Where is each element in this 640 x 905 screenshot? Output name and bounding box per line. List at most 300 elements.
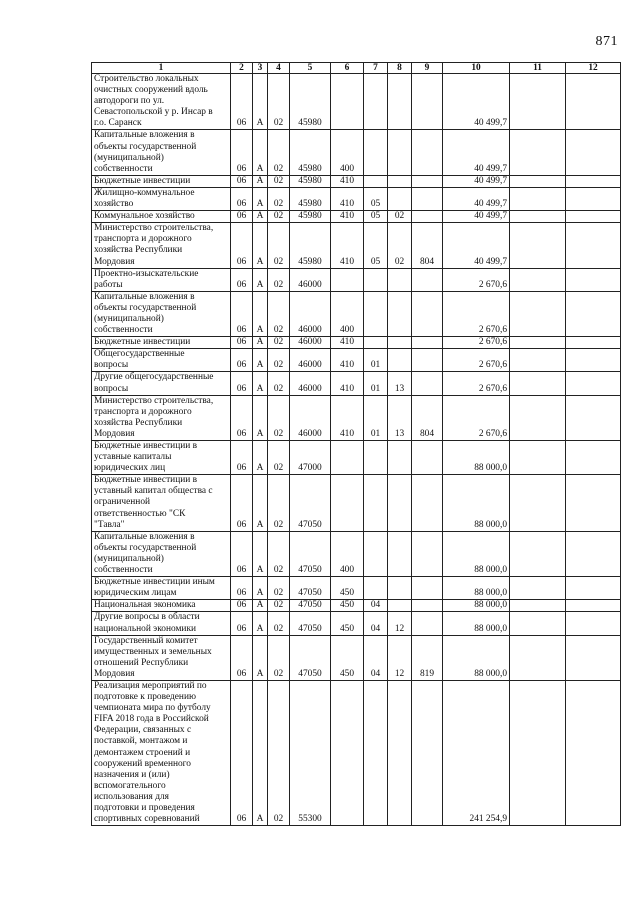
description-line: поставкой, монтажом и [94, 736, 188, 747]
row-description [92, 175, 231, 187]
ministry-code-cell: 06 [231, 175, 253, 187]
subprogram-code-cell: 02 [268, 268, 290, 291]
department-code-cell [412, 680, 443, 825]
empty-cell-col-12 [566, 600, 621, 612]
description-line: г.о. Саранск [94, 118, 142, 129]
amount-cell: 2 670,6 [443, 395, 510, 440]
target-article-cell: 47050 [290, 577, 331, 600]
description-line: Министерство строительства, [94, 395, 214, 406]
program-code-cell: А [253, 291, 268, 336]
table-row [92, 577, 621, 600]
ministry-code-cell: 06 [231, 577, 253, 600]
target-article-cell: 45980 [290, 187, 331, 210]
empty-cell-col-11 [510, 291, 566, 336]
amount-cell: 40 499,7 [443, 175, 510, 187]
department-code-cell [412, 349, 443, 372]
subsection-cell: 02 [388, 223, 412, 268]
description-line: спортивных соревнований [94, 814, 200, 825]
expense-type-cell: 400 [331, 291, 364, 336]
ministry-code-cell: 06 [231, 600, 253, 612]
empty-cell-col-11 [510, 680, 566, 825]
subsection-cell [388, 441, 412, 475]
ministry-code-cell: 06 [231, 441, 253, 475]
description-line: Мордовия [94, 668, 135, 679]
empty-cell-col-11 [510, 130, 566, 175]
target-article-cell: 55300 [290, 680, 331, 825]
empty-cell-col-12 [566, 531, 621, 576]
row-description [92, 337, 231, 349]
section-cell [364, 441, 388, 475]
empty-cell-col-11 [510, 635, 566, 680]
target-article-cell: 47050 [290, 475, 331, 531]
program-code-cell: А [253, 187, 268, 210]
table-row [92, 600, 621, 612]
target-article-cell: 45980 [290, 223, 331, 268]
department-code-cell: 804 [412, 223, 443, 268]
empty-cell-col-12 [566, 612, 621, 635]
table-body [92, 74, 621, 826]
empty-cell-col-11 [510, 349, 566, 372]
empty-cell-col-12 [566, 130, 621, 175]
row-description [92, 130, 231, 175]
description-line: работы [94, 279, 123, 290]
expense-type-cell [331, 680, 364, 825]
section-cell [364, 74, 388, 130]
column-header-1: 1 [92, 63, 231, 74]
ministry-code-cell: 06 [231, 187, 253, 210]
program-code-cell: А [253, 395, 268, 440]
section-cell: 01 [364, 349, 388, 372]
amount-cell: 88 000,0 [443, 612, 510, 635]
table-row [92, 223, 621, 268]
row-description [92, 441, 231, 475]
column-header-10: 10 [443, 63, 510, 74]
description-line: национальной экономики [94, 623, 197, 634]
ministry-code-cell: 06 [231, 291, 253, 336]
description-line: Бюджетные инвестиции в [94, 441, 198, 451]
description-line: объекты государственной [94, 302, 197, 313]
description-line: юридических лиц [94, 463, 166, 474]
description-line: Строительство локальных [94, 74, 199, 84]
description-line: Реализация мероприятий по [94, 680, 207, 691]
description-line: объекты государственной [94, 141, 197, 152]
subsection-cell [388, 74, 412, 130]
department-code-cell [412, 612, 443, 635]
table-row [92, 349, 621, 372]
empty-cell-col-11 [510, 612, 566, 635]
description-line: Севастопольской у р. Инсар в [94, 107, 213, 118]
subsection-cell [388, 175, 412, 187]
subprogram-code-cell: 02 [268, 349, 290, 372]
empty-cell-col-11 [510, 395, 566, 440]
subsection-cell [388, 268, 412, 291]
ministry-code-cell: 06 [231, 74, 253, 130]
amount-cell: 2 670,6 [443, 291, 510, 336]
ministry-code-cell: 06 [231, 372, 253, 395]
table-row [92, 531, 621, 576]
section-cell: 05 [364, 211, 388, 223]
department-code-cell: 819 [412, 635, 443, 680]
ministry-code-cell: 06 [231, 211, 253, 223]
empty-cell-col-12 [566, 395, 621, 440]
program-code-cell: А [253, 635, 268, 680]
department-code-cell [412, 337, 443, 349]
column-header-7: 7 [364, 63, 388, 74]
amount-cell: 2 670,6 [443, 372, 510, 395]
description-line: хозяйства Республики [94, 417, 183, 428]
row-description [92, 612, 231, 635]
subprogram-code-cell: 02 [268, 531, 290, 576]
table-row [92, 130, 621, 175]
expense-type-cell [331, 475, 364, 531]
subsection-cell: 02 [388, 211, 412, 223]
empty-cell-col-11 [510, 211, 566, 223]
program-code-cell: А [253, 349, 268, 372]
empty-cell-col-11 [510, 223, 566, 268]
expense-type-cell: 410 [331, 175, 364, 187]
program-code-cell: А [253, 531, 268, 576]
department-code-cell [412, 577, 443, 600]
section-cell: 04 [364, 635, 388, 680]
description-line: вопросы [94, 360, 129, 371]
amount-cell: 88 000,0 [443, 600, 510, 612]
subsection-cell: 12 [388, 635, 412, 680]
description-line: хозяйство [94, 199, 134, 210]
expense-type-cell: 410 [331, 187, 364, 210]
description-line: автодороги по ул. [94, 96, 165, 107]
empty-cell-col-11 [510, 175, 566, 187]
section-cell [364, 337, 388, 349]
column-header-3: 3 [253, 63, 268, 74]
subsection-cell: 12 [388, 612, 412, 635]
empty-cell-col-12 [566, 291, 621, 336]
program-code-cell: А [253, 441, 268, 475]
description-line: объекты государственной [94, 542, 197, 553]
empty-cell-col-11 [510, 268, 566, 291]
table-row [92, 187, 621, 210]
empty-cell-col-12 [566, 187, 621, 210]
table-row [92, 211, 621, 223]
table-row [92, 635, 621, 680]
department-code-cell [412, 175, 443, 187]
subprogram-code-cell: 02 [268, 74, 290, 130]
program-code-cell: А [253, 268, 268, 291]
subsection-cell [388, 291, 412, 336]
expense-type-cell: 410 [331, 223, 364, 268]
description-line: Бюджетные инвестиции в [94, 475, 198, 486]
subsection-cell [388, 680, 412, 825]
subprogram-code-cell: 02 [268, 680, 290, 825]
description-line: Проектно-изыскательские [94, 268, 199, 279]
description-line: вспомогательного [94, 780, 166, 791]
empty-cell-col-12 [566, 175, 621, 187]
amount-cell: 2 670,6 [443, 268, 510, 291]
description-line: Другие общегосударственные [94, 372, 214, 383]
program-code-cell: А [253, 475, 268, 531]
row-description [92, 349, 231, 372]
description-line: Другие вопросы в области [94, 612, 200, 623]
row-description [92, 223, 231, 268]
target-article-cell: 47050 [290, 635, 331, 680]
amount-cell: 88 000,0 [443, 441, 510, 475]
subsection-cell: 13 [388, 395, 412, 440]
empty-cell-col-12 [566, 337, 621, 349]
description-line: (муниципальной) [94, 553, 164, 564]
description-line: Министерство строительства, [94, 223, 214, 234]
program-code-cell: А [253, 337, 268, 349]
amount-cell: 40 499,7 [443, 187, 510, 210]
expense-type-cell: 450 [331, 635, 364, 680]
description-line: юридическим лицам [94, 588, 177, 599]
target-article-cell: 47050 [290, 531, 331, 576]
table-row [92, 612, 621, 635]
section-cell: 01 [364, 372, 388, 395]
amount-cell: 88 000,0 [443, 531, 510, 576]
row-description [92, 372, 231, 395]
subprogram-code-cell: 02 [268, 372, 290, 395]
row-description [92, 291, 231, 336]
department-code-cell [412, 268, 443, 291]
ministry-code-cell: 06 [231, 612, 253, 635]
amount-cell: 88 000,0 [443, 635, 510, 680]
column-header-8: 8 [388, 63, 412, 74]
expense-type-cell: 450 [331, 577, 364, 600]
description-line: ответственностью "СК [94, 508, 186, 519]
table-row [92, 680, 621, 825]
department-code-cell [412, 372, 443, 395]
program-code-cell: А [253, 74, 268, 130]
subsection-cell [388, 475, 412, 531]
target-article-cell: 45980 [290, 74, 331, 130]
subsection-cell [388, 337, 412, 349]
subprogram-code-cell: 02 [268, 211, 290, 223]
column-header-2: 2 [231, 63, 253, 74]
empty-cell-col-11 [510, 372, 566, 395]
subprogram-code-cell: 02 [268, 223, 290, 268]
description-line: собственности [94, 325, 153, 336]
department-code-cell [412, 211, 443, 223]
empty-cell-col-12 [566, 441, 621, 475]
expense-type-cell: 450 [331, 612, 364, 635]
empty-cell-col-11 [510, 441, 566, 475]
subprogram-code-cell: 02 [268, 395, 290, 440]
section-cell: 01 [364, 395, 388, 440]
target-article-cell: 46000 [290, 268, 331, 291]
row-description [92, 395, 231, 440]
ministry-code-cell: 06 [231, 395, 253, 440]
program-code-cell: А [253, 211, 268, 223]
column-header-9: 9 [412, 63, 443, 74]
table-row [92, 372, 621, 395]
description-line: собственности [94, 163, 153, 174]
table-row [92, 291, 621, 336]
amount-cell: 40 499,7 [443, 223, 510, 268]
description-line: Мордовия [94, 256, 135, 267]
subprogram-code-cell: 02 [268, 577, 290, 600]
column-header-5: 5 [290, 63, 331, 74]
ministry-code-cell: 06 [231, 635, 253, 680]
empty-cell-col-12 [566, 475, 621, 531]
ministry-code-cell: 06 [231, 349, 253, 372]
description-line: Коммунальное хозяйство [94, 211, 195, 222]
empty-cell-col-11 [510, 74, 566, 130]
subsection-cell: 13 [388, 372, 412, 395]
column-header-11: 11 [510, 63, 566, 74]
ministry-code-cell: 06 [231, 531, 253, 576]
empty-cell-col-11 [510, 475, 566, 531]
amount-cell: 40 499,7 [443, 130, 510, 175]
column-header-12: 12 [566, 63, 621, 74]
expense-type-cell: 450 [331, 600, 364, 612]
ministry-code-cell: 06 [231, 130, 253, 175]
ministry-code-cell: 06 [231, 337, 253, 349]
subprogram-code-cell: 02 [268, 612, 290, 635]
department-code-cell [412, 531, 443, 576]
table-row [92, 268, 621, 291]
subprogram-code-cell: 02 [268, 337, 290, 349]
empty-cell-col-12 [566, 268, 621, 291]
empty-cell-col-11 [510, 337, 566, 349]
section-cell [364, 680, 388, 825]
subprogram-code-cell: 02 [268, 475, 290, 531]
program-code-cell: А [253, 612, 268, 635]
section-cell [364, 291, 388, 336]
target-article-cell: 46000 [290, 372, 331, 395]
subsection-cell [388, 531, 412, 576]
description-line: Государственный комитет [94, 635, 198, 646]
empty-cell-col-12 [566, 223, 621, 268]
description-line: вопросы [94, 383, 129, 394]
program-code-cell: А [253, 130, 268, 175]
expense-type-cell: 410 [331, 395, 364, 440]
section-cell [364, 531, 388, 576]
row-description [92, 211, 231, 223]
empty-cell-col-11 [510, 600, 566, 612]
description-line: хозяйства Республики [94, 245, 183, 256]
empty-cell-col-12 [566, 577, 621, 600]
ministry-code-cell: 06 [231, 268, 253, 291]
row-description [92, 74, 231, 130]
empty-cell-col-12 [566, 211, 621, 223]
description-line: (муниципальной) [94, 313, 164, 324]
empty-cell-col-12 [566, 74, 621, 130]
amount-cell: 88 000,0 [443, 577, 510, 600]
expense-type-cell: 410 [331, 372, 364, 395]
department-code-cell [412, 74, 443, 130]
target-article-cell: 45980 [290, 175, 331, 187]
amount-cell: 2 670,6 [443, 337, 510, 349]
column-header-4: 4 [268, 63, 290, 74]
subprogram-code-cell: 02 [268, 441, 290, 475]
table-row [92, 441, 621, 475]
amount-cell: 241 254,9 [443, 680, 510, 825]
subsection-cell [388, 187, 412, 210]
department-code-cell [412, 600, 443, 612]
subprogram-code-cell: 02 [268, 291, 290, 336]
empty-cell-col-12 [566, 635, 621, 680]
section-cell: 04 [364, 612, 388, 635]
expense-type-cell [331, 268, 364, 291]
description-line: Бюджетные инвестиции иным [94, 577, 215, 588]
target-article-cell: 45980 [290, 211, 331, 223]
subsection-cell [388, 577, 412, 600]
section-cell [364, 130, 388, 175]
section-cell [364, 577, 388, 600]
program-code-cell: А [253, 175, 268, 187]
target-article-cell: 47050 [290, 600, 331, 612]
section-cell: 04 [364, 600, 388, 612]
row-description [92, 635, 231, 680]
amount-cell: 40 499,7 [443, 74, 510, 130]
row-description [92, 577, 231, 600]
column-header-6: 6 [331, 63, 364, 74]
description-line: Бюджетные инвестиции [94, 175, 191, 186]
program-code-cell: А [253, 600, 268, 612]
description-line: Бюджетные инвестиции [94, 337, 191, 348]
department-code-cell [412, 475, 443, 531]
expense-type-cell: 410 [331, 337, 364, 349]
subsection-cell [388, 600, 412, 612]
section-cell [364, 268, 388, 291]
subprogram-code-cell: 02 [268, 130, 290, 175]
empty-cell-col-12 [566, 349, 621, 372]
ministry-code-cell: 06 [231, 223, 253, 268]
department-code-cell [412, 130, 443, 175]
program-code-cell: А [253, 372, 268, 395]
budget-table [91, 62, 621, 826]
description-line: подготовке к проведению [94, 692, 196, 703]
header-row [92, 63, 621, 74]
subsection-cell [388, 349, 412, 372]
target-article-cell: 45980 [290, 130, 331, 175]
description-line: транспорта и дорожного [94, 406, 192, 417]
row-description [92, 531, 231, 576]
ministry-code-cell: 06 [231, 680, 253, 825]
target-article-cell: 46000 [290, 395, 331, 440]
description-line: использования для [94, 791, 169, 802]
subprogram-code-cell: 02 [268, 635, 290, 680]
description-line: чемпионата мира по футболу [94, 703, 211, 714]
description-line: сооружений временного [94, 758, 191, 769]
amount-cell: 2 670,6 [443, 349, 510, 372]
target-article-cell: 47000 [290, 441, 331, 475]
description-line: собственности [94, 565, 153, 576]
program-code-cell: А [253, 680, 268, 825]
expense-type-cell: 400 [331, 531, 364, 576]
description-line: Капитальные вложения в [94, 531, 195, 542]
description-line: демонтажем строений и [94, 747, 191, 758]
table-row [92, 74, 621, 130]
description-line: очистных сооружений вдоль [94, 85, 208, 96]
subprogram-code-cell: 02 [268, 175, 290, 187]
department-code-cell [412, 291, 443, 336]
department-code-cell: 804 [412, 395, 443, 440]
section-cell: 05 [364, 187, 388, 210]
description-line: имущественных и земельных [94, 646, 212, 657]
description-line: назначения и (или) [94, 769, 170, 780]
target-article-cell: 46000 [290, 337, 331, 349]
expense-type-cell [331, 74, 364, 130]
table-row [92, 395, 621, 440]
description-line: Мордовия [94, 428, 135, 439]
description-line: транспорта и дорожного [94, 234, 192, 245]
description-line: Капитальные вложения в [94, 130, 195, 141]
description-line: Федерации, связанных с [94, 725, 192, 736]
subprogram-code-cell: 02 [268, 600, 290, 612]
table-row [92, 337, 621, 349]
expense-type-cell [331, 441, 364, 475]
target-article-cell: 47050 [290, 612, 331, 635]
